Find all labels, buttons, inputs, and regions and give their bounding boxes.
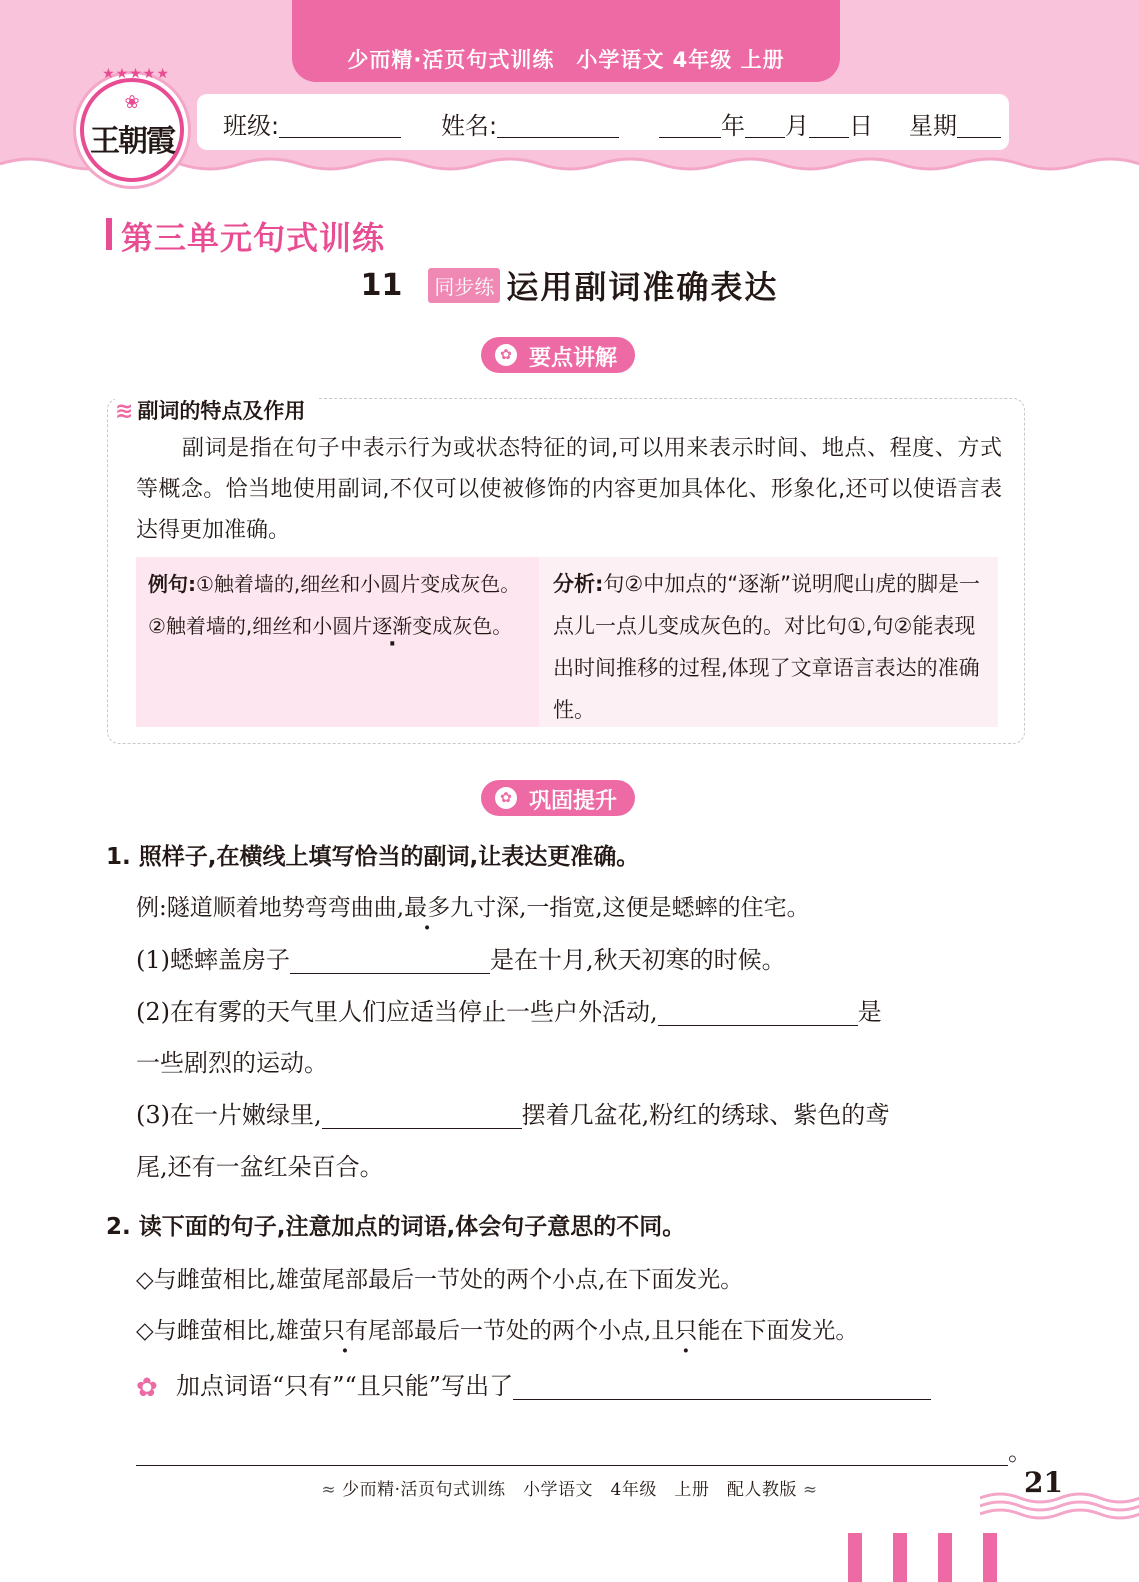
unit-title: 第三单元句式训练 (121, 219, 386, 257)
logo-flower-icon: ❀ (124, 92, 140, 113)
month-label: 月 (785, 112, 809, 140)
series-title: 少而精·活页句式训练 小学语文 4年级 上册 (347, 48, 785, 72)
answer-blank-1[interactable] (290, 948, 490, 974)
lesson-number: 11 (360, 267, 403, 303)
example-panel (136, 557, 539, 727)
unit-title-bar (106, 218, 112, 250)
weekday-field[interactable] (909, 106, 1001, 141)
example-dotted-word: 最多 (404, 895, 451, 921)
publisher-logo (80, 78, 184, 182)
example-label: 例句: (148, 572, 196, 596)
answer-blank-2[interactable] (658, 1000, 858, 1026)
question-2-answer-line (136, 1366, 931, 1403)
answer-end-mark: 。 (1008, 1438, 1032, 1466)
example-sentence-2a: ②触着墙的,细丝和小圆片 (148, 614, 373, 638)
question-1-item-3 (136, 1095, 889, 1130)
footer (0, 1475, 1139, 1500)
section-key-points (481, 337, 635, 373)
footer-text: 少而精·活页句式训练 小学语文 4年级 上册 配人教版 (342, 1480, 797, 1500)
example-sentence-2b: 变成灰色。 (412, 614, 513, 638)
example-text-b: 九寸深,一指宽,这便是蟋蟀的住宅。 (450, 895, 810, 921)
date-field[interactable] (659, 106, 873, 141)
question-1-item-2-cont: 一些剧烈的运动。 (136, 1049, 328, 1077)
item-2-text-a: (2)在有雾的天气里人们应适当停止一些户外活动, (136, 998, 658, 1026)
knowledge-title-text: 副词的特点及作用 (137, 399, 306, 423)
knowledge-paragraph: 副词是指在句子中表示行为或状态特征的词,可以用来表示时间、地点、程度、方式等概念。恰当地使用副词,不仅可以使被修饰的内容更加具体化、形象化,还可以使语言表达得更加准确。 (136, 436, 1002, 543)
item-1-text-b: 是在十月,秋天初寒的时候。 (490, 946, 786, 974)
question-2-prompt: 2. 读下面的句子,注意加点的词语,体会句子意思的不同。 (106, 1214, 686, 1240)
sentence-2-text-a: ◇与雌萤相比,雄萤 (136, 1318, 322, 1344)
day-label: 日 (849, 112, 873, 140)
weekday-label: 星期 (909, 112, 957, 140)
footer-stripe (983, 1533, 997, 1582)
lesson-heading (0, 262, 1139, 308)
weekday-blank[interactable] (957, 112, 1001, 138)
dotted-word-qiezhineng: 且只能 (651, 1318, 721, 1344)
flower-icon: ✿ (136, 1373, 158, 1403)
answer-blank-4[interactable] (513, 1374, 931, 1400)
class-blank[interactable] (279, 112, 401, 138)
footer-wave-icon: ≈ (802, 1480, 818, 1500)
footer-stripe (848, 1533, 862, 1582)
medal-icon: ✿ (495, 344, 517, 366)
month-blank[interactable] (745, 112, 785, 138)
series-tab (292, 0, 840, 82)
analysis-text: 句②中加点的“逐渐”说明爬山虎的脚是一点儿一点儿变成灰色的。对比句①,句②能表现出时间推移的过程,体现了文章语言表达的准确性。 (553, 572, 980, 722)
knowledge-title (115, 395, 319, 425)
answer-blank-3[interactable] (322, 1103, 522, 1129)
class-label: 班级: (223, 112, 280, 140)
footer-stripe (938, 1533, 952, 1582)
medal-icon: ✿ (495, 787, 517, 809)
example-text-a: 例:隧道顺着地势弯弯曲曲, (136, 895, 405, 921)
logo-text: 王朝霞 (90, 124, 174, 159)
logo-stars-icon: ★★★★★ (102, 66, 170, 82)
wave-lines-icon: ≋ (115, 399, 134, 424)
question-1-item-1 (136, 940, 786, 975)
example-line-2 (148, 605, 531, 647)
name-field[interactable] (441, 106, 619, 141)
year-blank[interactable] (659, 112, 721, 138)
footer-stripe (893, 1533, 907, 1582)
item-2-text-b: 是 (857, 998, 882, 1026)
section-practice-label: 巩固提升 (529, 789, 618, 814)
footer-waves-decoration (980, 1480, 1139, 1520)
question-1-item-3-cont: 尾,还有一盆红朵百合。 (136, 1153, 384, 1181)
question-2-sentence-1: ◇与雌萤相比,雄萤尾部最后一节处的两个小点,在下面发光。 (136, 1267, 744, 1293)
name-blank[interactable] (497, 112, 619, 138)
question-2-answer-line-2 (136, 1432, 1032, 1467)
footer-wave-icon: ≈ (321, 1480, 337, 1500)
question-1-item-2 (136, 992, 882, 1027)
section-key-points-label: 要点讲解 (529, 346, 618, 371)
item-3-text-b: 摆着几盆花,粉红的绣球、紫色的鸢 (521, 1101, 890, 1129)
sentence-2-text-b: 尾部最后一节处的两个小点, (368, 1318, 652, 1344)
section-practice (481, 780, 635, 816)
answer-blank-5[interactable] (136, 1440, 1008, 1466)
name-label: 姓名: (441, 112, 498, 140)
question-1-prompt: 1. 照样子,在横线上填写恰当的副词,让表达更准确。 (106, 844, 640, 870)
question-2-sentence-2 (136, 1312, 858, 1345)
sentence-2-text-c: 在下面发光。 (720, 1318, 859, 1344)
day-blank[interactable] (809, 112, 849, 138)
item-1-text-a: (1)蟋蟀盖房子 (136, 946, 290, 974)
example-line-1 (148, 563, 531, 605)
item-3-text-a: (3)在一片嫩绿里, (136, 1101, 322, 1129)
lesson-tag: 同步练 (428, 268, 500, 303)
analysis-panel (539, 557, 998, 727)
student-info-box (197, 94, 1009, 150)
answer-prompt: 加点词语“只有”“且只能”写出了 (176, 1372, 514, 1400)
page-number: 21 (1024, 1466, 1063, 1499)
example-dotted-word: 逐渐 (372, 614, 413, 638)
question-1-example (136, 889, 810, 922)
year-label: 年 (721, 112, 745, 140)
example-sentence-1: ①触着墙的,细丝和小圆片变成灰色。 (196, 572, 521, 596)
class-field[interactable] (223, 106, 401, 141)
analysis-label: 分析: (553, 572, 604, 596)
dotted-word-zhiyou: 只有 (322, 1318, 368, 1344)
lesson-title: 运用副词准确表达 (506, 268, 779, 306)
